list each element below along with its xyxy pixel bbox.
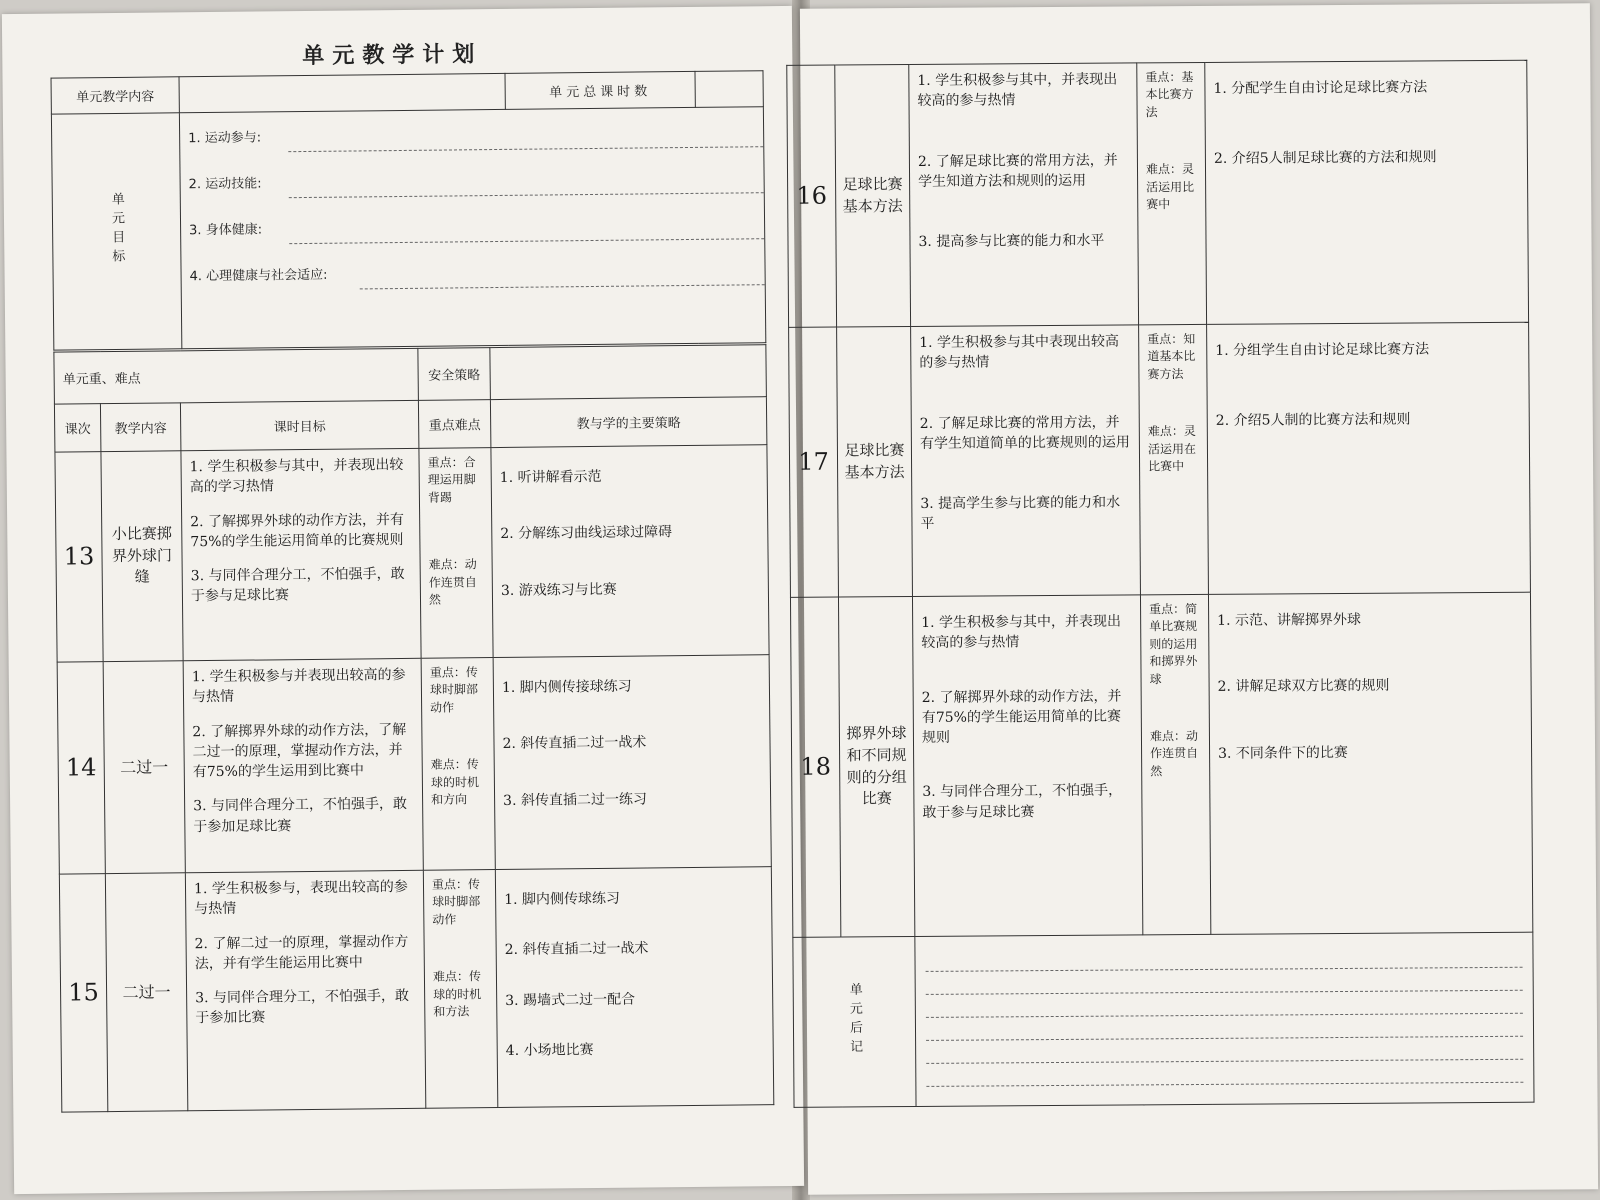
key-points-label: 单元重、难点 [54, 348, 419, 404]
header-key: 重点难点 [418, 400, 490, 449]
lesson-strategies: 1. 示范、讲解掷界外球 2. 讲解足球双方比赛的规则 3. 不同条件下的比赛 [1208, 592, 1532, 934]
lesson-number: 17 [789, 327, 839, 597]
table-row [789, 322, 1531, 597]
total-hours-field[interactable] [695, 71, 763, 108]
lesson-strategies: 1. 听讲解看示范 2. 分解练习曲线运球过障碍 3. 游戏练习与比赛 [491, 445, 769, 658]
unit-plan-table-lessons [53, 344, 774, 1112]
left-page [2, 6, 804, 1194]
lesson-number: 16 [787, 65, 837, 327]
lesson-content: 二过一 [103, 661, 185, 874]
lesson-strategies: 1. 脚内侧传接球练习 2. 斜传直插二过一战术 3. 斜传直插二过一练习 [493, 655, 771, 870]
table-row [787, 60, 1529, 327]
lesson-key-points: 重点：基本比赛方法 难点：灵活运用比赛中 [1137, 62, 1207, 324]
lesson-strategies: 1. 分配学生自由讨论足球比赛方法 2. 介绍5人制足球比赛的方法和规则 [1205, 60, 1529, 324]
lesson-key-points: 重点：合理运用脚背踢 难点：动作连贯自然 [419, 448, 493, 659]
lesson-content: 足球比赛基本方法 [837, 327, 913, 598]
total-hours-label: 单元总课时数 [505, 71, 695, 109]
lesson-number: 13 [55, 452, 103, 662]
lesson-goals: 1. 学生积极参与其中表现出较高的参与热情 2. 了解足球比赛的常用方法，并有学生知道简单的比赛规则的运用 3. 提高学生参与比赛的能力和水平 [911, 325, 1141, 597]
afterword-label: 单元后记 [793, 936, 916, 1107]
lesson-key-points: 重点：知道基本比赛方法 难点：灵活运用在比赛中 [1139, 324, 1209, 594]
lesson-key-points: 重点：简单比赛规则的运用和掷界外球 难点：动作连贯自然 [1140, 594, 1210, 934]
content-label: 单元教学内容 [51, 77, 179, 114]
table-row [57, 655, 771, 874]
lesson-goals: 1. 学生积极参与其中，并表现出较高的学习热情 2. 了解掷界外球的动作方法，并有75%的学生能运用简单的比赛规则 3. 与同伴合理分工，不怕强手，敢于参与足球比赛 [181, 448, 421, 660]
table-row [59, 867, 773, 1112]
goal-2[interactable]: 2. 运动技能: [181, 167, 764, 219]
goal-4[interactable]: 4. 心理健康与社会适应: [181, 259, 764, 311]
unit-plan-table-top [51, 70, 767, 350]
afterword-row [793, 932, 1534, 1107]
unit-goals [179, 107, 765, 349]
header-goal: 课时目标 [180, 400, 419, 450]
header-strategy: 教与学的主要策略 [490, 397, 766, 448]
lesson-key-points: 重点：传球时脚部动作 难点：传球的时机和方法 [423, 870, 497, 1109]
lesson-goals: 1. 学生积极参与，表现出较高的参与热情 2. 了解二过一的原理，掌握动作方法，并有学生能运用比赛中 3. 与同伴合理分工，不怕强手，敢于参加比赛 [185, 870, 425, 1110]
safety-field[interactable] [490, 345, 767, 400]
lesson-key-points: 重点：传球时脚部动作 难点：传球的时机和方向 [421, 658, 495, 871]
lesson-goals: 1. 学生积极参与其中，并表现出较高的参与热情 2. 了解足球比赛的常用方法，并学生知道方法和规则的运用 3. 提高参与比赛的能力和水平 [909, 63, 1139, 327]
lesson-strategies: 1. 脚内侧传球练习 2. 斜传直插二过一战术 3. 踢墙式二过一配合 4. 小场地比赛 [495, 867, 773, 1108]
content-field[interactable] [179, 73, 505, 112]
safety-label: 安全策略 [418, 348, 491, 401]
header-content: 教学内容 [100, 403, 180, 452]
lesson-content: 掷界外球和不同规则的分组比赛 [838, 597, 914, 938]
lesson-strategies: 1. 分组学生自由讨论足球比赛方法 2. 介绍5人制的比赛方法和规则 [1207, 322, 1531, 594]
page-title: 单元教学计划 [302, 41, 483, 70]
unit-goal-label: 单元目标 [51, 113, 181, 350]
lesson-content: 二过一 [105, 873, 187, 1112]
goal-3[interactable]: 3. 身体健康: [181, 213, 764, 265]
lesson-content: 足球比赛基本方法 [835, 65, 911, 328]
lesson-goals: 1. 学生积极参与并表现出较高的参与热情 2. 了解掷界外球的动作方法，了解二过一的原理，掌握动作方法，并有75%的学生运用到比赛中 3. 与同伴合理分工，不怕强手，敢于参加足球比赛 [183, 658, 423, 872]
lesson-number: 14 [57, 662, 105, 874]
lesson-number: 18 [790, 597, 840, 937]
lesson-number: 15 [59, 874, 107, 1112]
right-page [796, 3, 1598, 1194]
unit-plan-table-continued [786, 60, 1534, 1108]
header-lesson: 课次 [54, 404, 101, 452]
table-row [55, 445, 769, 662]
goal-1[interactable]: 1. 运动参与: [180, 121, 763, 173]
afterword-field[interactable] [915, 932, 1534, 1106]
lesson-goals: 1. 学生积极参与其中，并表现出较高的参与热情 2. 了解掷界外球的动作方法，并有75%的学生能运用简单的比赛规则 3. 与同伴合理分工，不怕强手，敢于参与足球比赛 [912, 595, 1142, 937]
lesson-content: 小比赛掷界外球门缝 [101, 451, 183, 662]
table-row [790, 592, 1532, 937]
